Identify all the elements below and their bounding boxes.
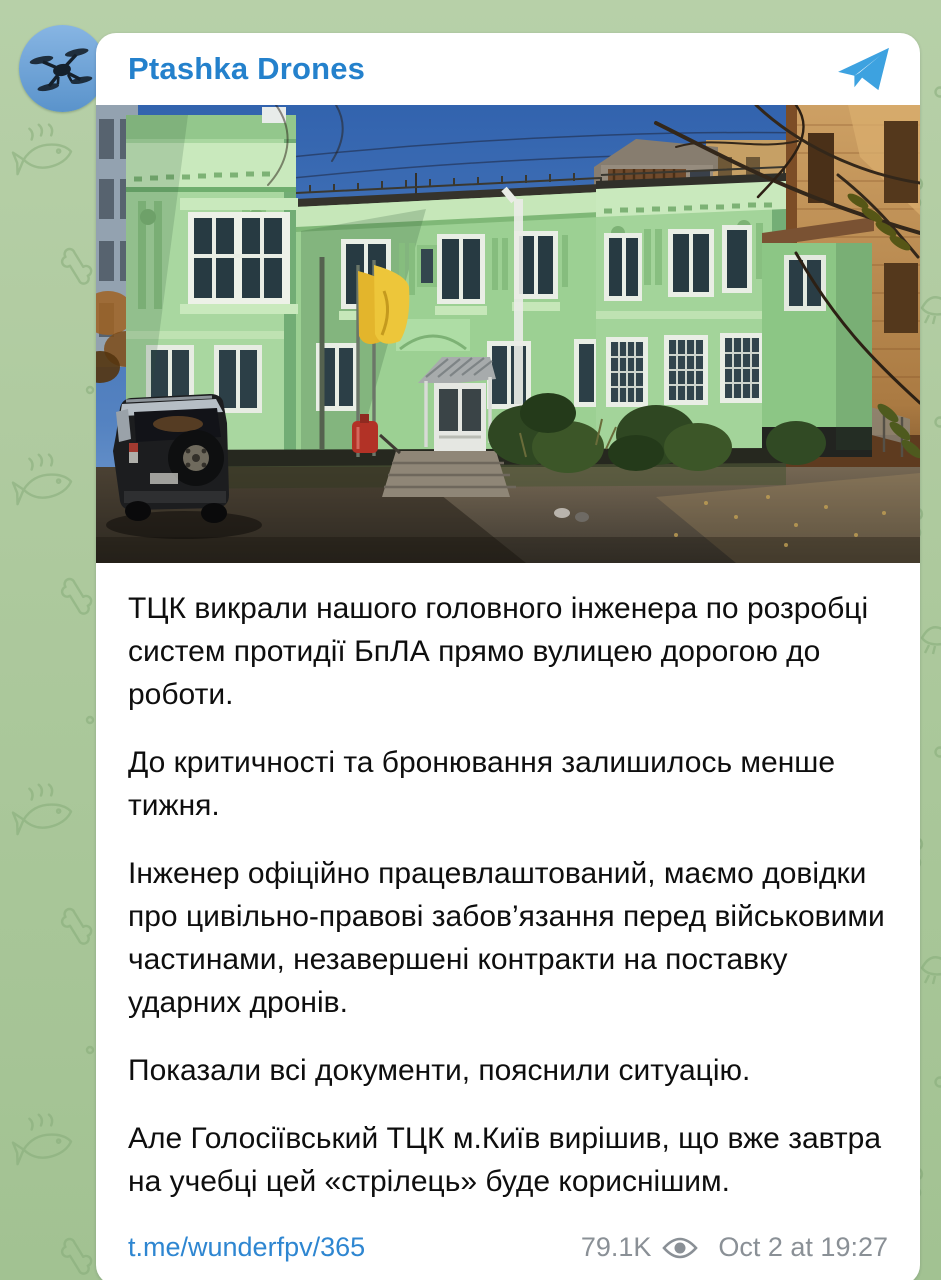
post-paragraph: Інженер офіційно працевлаштований, маємо довідки про цивільно-правові забов’язання перед військовими частинами, незавершені контракти на поставку ударних дронів.: [128, 857, 885, 1019]
photo-right-risalit: [596, 167, 786, 450]
channel-avatar[interactable]: [19, 25, 106, 112]
post-photo[interactable]: [96, 105, 920, 563]
post-text: [96, 563, 920, 1203]
post-header: [96, 33, 920, 105]
post-paragraph: До критичності та бронювання залишилось менше тижня.: [128, 746, 836, 822]
post-footer: [96, 1228, 920, 1280]
post-paragraph: ТЦК викрали нашого головного інженера по розробці систем протидії БпЛА прямо вулицею дорогою до роботи.: [128, 592, 869, 711]
post-link[interactable]: t.me/wunderfpv/365: [128, 1232, 366, 1262]
telegram-plane-icon[interactable]: [836, 45, 892, 93]
view-count: 79.1K: [580, 1232, 652, 1262]
post-card: [96, 33, 920, 1280]
photo-annex: [762, 217, 874, 457]
eye-icon: [662, 1235, 698, 1261]
barred-windows: [606, 333, 764, 407]
post-paragraph: Показали всі документи, пояснили ситуацію.: [128, 1054, 751, 1087]
post-date: Oct 2 at 19:27: [718, 1232, 888, 1262]
channel-name[interactable]: Ptashka Drones: [128, 51, 366, 86]
post-paragraph: Але Голосіївський ТЦК м.Київ вирішив, що вже завтра на учебці цей «стрілець» буде кориснішим.: [128, 1122, 882, 1198]
post-meta: [581, 1232, 888, 1263]
pigeon: [575, 512, 589, 522]
pigeon: [554, 508, 570, 518]
